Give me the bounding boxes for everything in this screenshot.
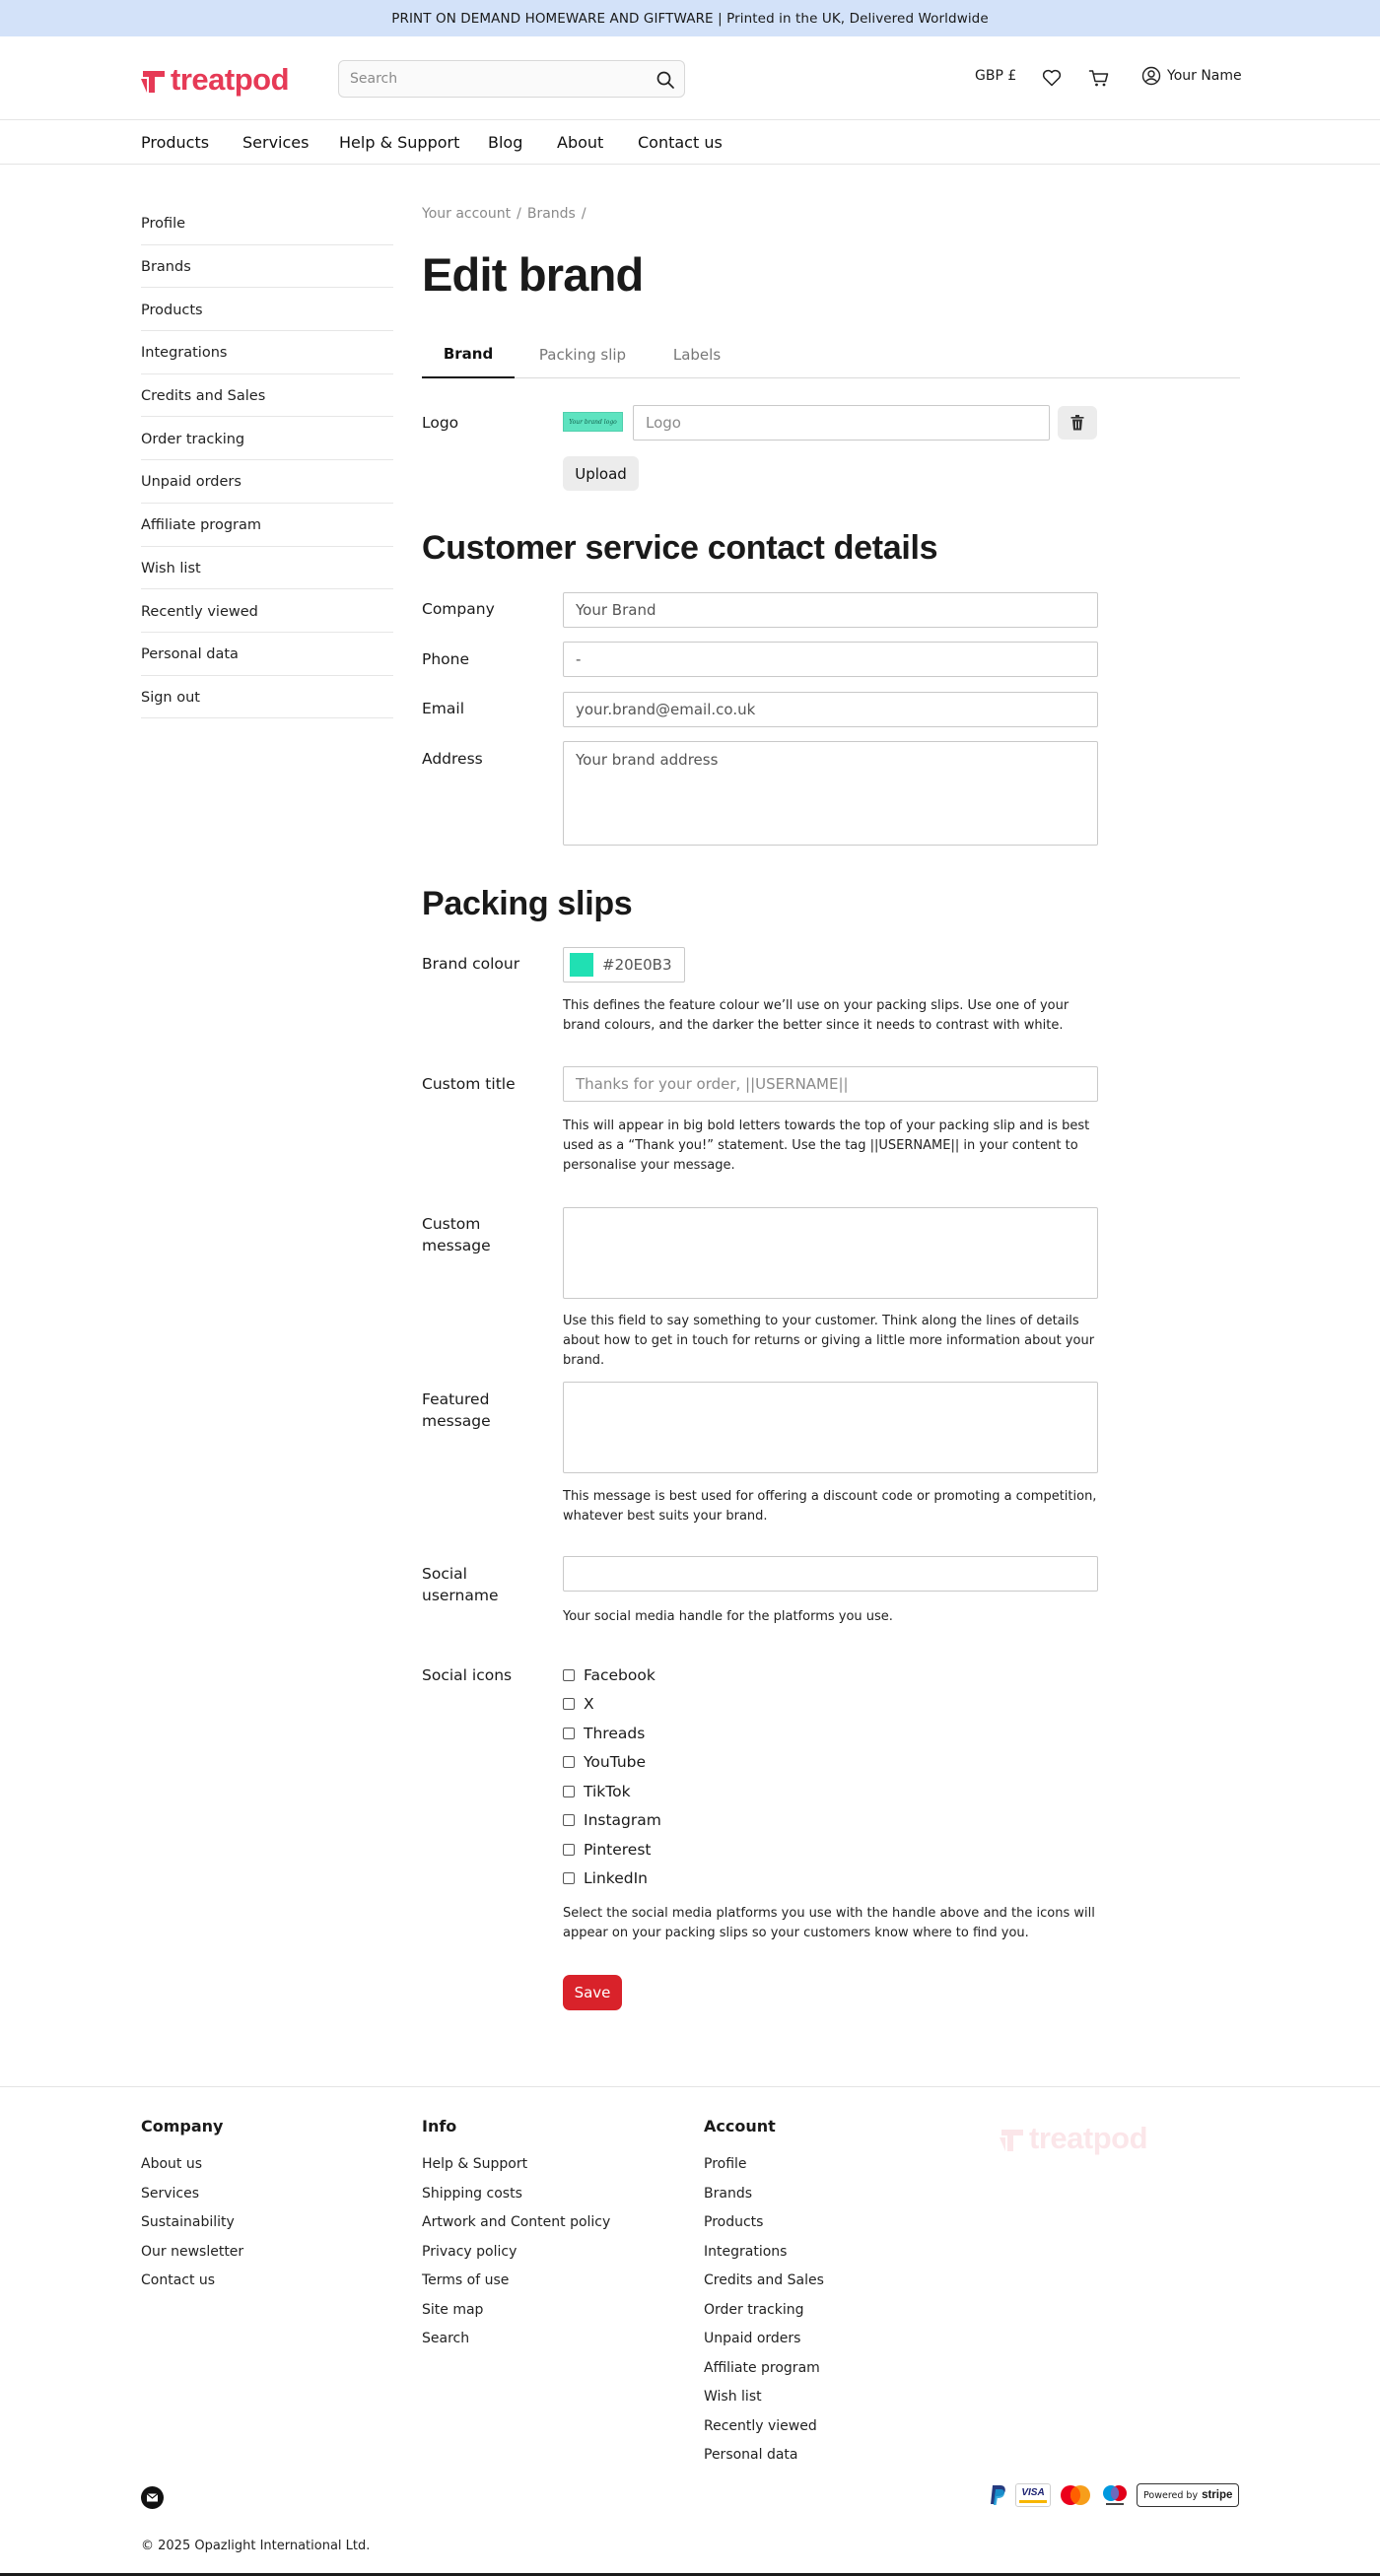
logo-wordmark: treatpod <box>171 62 289 97</box>
announcement-bar <box>0 0 1380 36</box>
visa-icon <box>1015 2483 1051 2507</box>
main-nav <box>0 120 1380 165</box>
search-box[interactable] <box>338 60 685 98</box>
delete-logo-button[interactable] <box>1058 406 1097 440</box>
nav-services[interactable]: Services <box>242 133 310 152</box>
trash-icon <box>1070 415 1084 431</box>
social-icons-label: Social icons <box>422 1666 513 1684</box>
breadcrumb-your-account[interactable]: Your account <box>422 206 512 222</box>
packing-heading: Packing slips <box>422 885 633 922</box>
tab-packing-slip[interactable]: Packing slip <box>538 345 627 364</box>
breadcrumb-brands[interactable]: Brands <box>526 206 576 222</box>
footer-info-heading: Info <box>422 2117 457 2135</box>
account-name: Your Name <box>1167 68 1242 84</box>
email-label: Email <box>422 700 465 717</box>
logo-label: Logo <box>422 414 459 432</box>
social-icons-help: Select the social media platforms you use with the handle above and the icons will appear on your packing slips so your customers know where to find you. <box>563 1906 1095 1940</box>
breadcrumb-separator: / <box>517 206 521 222</box>
footer-link[interactable]: Profile <box>704 2156 747 2172</box>
featured-message-label-line1: Featured <box>422 1390 490 1408</box>
sidebar-item-recently-viewed[interactable]: Recently viewed <box>141 589 393 633</box>
company-input[interactable]: Your Brand <box>563 592 1098 628</box>
sidebar-item-wish-list[interactable]: Wish list <box>141 547 393 590</box>
tiktok-label: TikTok <box>584 1782 631 1800</box>
footer-company-heading: Company <box>141 2117 224 2135</box>
brand-colour-picker[interactable] <box>563 947 685 983</box>
payment-methods <box>989 2483 1239 2507</box>
account-menu[interactable] <box>1141 66 1242 86</box>
logo-thumbnail-text: Your brand logo <box>569 418 617 426</box>
brand-colour-label: Brand colour <box>422 955 520 973</box>
contact-heading: Customer service contact details <box>422 529 938 567</box>
announcement-text: PRINT ON DEMAND HOMEWARE AND GIFTWARE | Printed in the UK, Delivered Worldwide <box>391 10 989 27</box>
featured-message-textarea[interactable] <box>563 1382 1098 1473</box>
footer-link[interactable]: Wish list <box>704 2389 762 2405</box>
footer-link[interactable]: Search <box>422 2331 470 2346</box>
footer-link[interactable]: Privacy policy <box>422 2243 518 2260</box>
custom-message-textarea[interactable] <box>563 1207 1098 1299</box>
stripe-brand: stripe <box>1202 2489 1233 2501</box>
user-icon <box>1141 66 1161 86</box>
footer-link[interactable]: Sustainability <box>141 2214 235 2230</box>
sidebar-item-personal-data[interactable]: Personal data <box>141 633 393 676</box>
pinterest-label: Pinterest <box>584 1840 652 1859</box>
linkedin-label: LinkedIn <box>584 1869 648 1888</box>
address-textarea[interactable]: Your brand address <box>563 741 1098 846</box>
footer-link[interactable]: Contact us <box>141 2272 216 2288</box>
sidebar-item-products[interactable]: Products <box>141 288 393 331</box>
site-header <box>0 36 1380 120</box>
footer-link[interactable]: Products <box>704 2214 764 2230</box>
logo-input[interactable]: Logo <box>633 405 1050 441</box>
upload-button[interactable]: Upload <box>563 456 639 491</box>
breadcrumb <box>422 202 1240 226</box>
footer-link[interactable]: Affiliate program <box>704 2359 820 2376</box>
tab-labels[interactable]: Labels <box>672 345 722 364</box>
edit-brand-content <box>422 202 1240 2001</box>
brand-tabs <box>422 330 1240 378</box>
social-option-tiktok[interactable] <box>563 1777 661 1806</box>
social-username-help: Your social media handle for the platforms you use. <box>563 1609 893 1624</box>
save-button[interactable]: Save <box>563 1975 622 2010</box>
footer-link[interactable]: Order tracking <box>704 2301 804 2318</box>
custom-message-label <box>422 1213 491 1256</box>
social-option-x[interactable] <box>563 1690 661 1720</box>
footer-company-column <box>141 2117 243 2296</box>
maestro-icon <box>1100 2483 1130 2507</box>
footer-link[interactable]: Shipping costs <box>422 2185 522 2202</box>
footer-link[interactable]: Integrations <box>704 2243 788 2260</box>
phone-input[interactable]: - <box>563 642 1098 677</box>
footer-link[interactable]: Our newsletter <box>141 2243 244 2260</box>
social-option-youtube[interactable] <box>563 1748 661 1778</box>
footer-link[interactable]: Services <box>141 2185 200 2202</box>
sidebar-item-sign-out[interactable]: Sign out <box>141 676 393 719</box>
x-checkbox[interactable] <box>563 1698 575 1710</box>
visa-text: VISA <box>1021 2486 1045 2498</box>
footer-account-column <box>704 2117 824 2471</box>
search-input[interactable] <box>339 61 684 97</box>
social-option-linkedin[interactable] <box>563 1864 661 1894</box>
nav-help-support[interactable]: Help & Support <box>339 133 460 152</box>
sidebar-item-order-tracking[interactable]: Order tracking <box>141 417 393 460</box>
currency-selector[interactable]: GBP £ <box>975 68 1017 84</box>
footer-account-heading: Account <box>704 2117 776 2135</box>
social-username-label-line2: username <box>422 1587 499 1604</box>
search-icon[interactable] <box>656 70 675 90</box>
custom-title-input[interactable]: Thanks for your order, ||USERNAME|| <box>563 1066 1098 1102</box>
cart-icon[interactable] <box>1088 67 1110 89</box>
address-label: Address <box>422 750 483 768</box>
tab-brand[interactable]: Brand <box>422 330 515 378</box>
copyright-text: © 2025 Opazlight International Ltd. <box>141 2539 371 2553</box>
footer-link[interactable]: Artwork and Content policy <box>422 2214 611 2230</box>
nav-about[interactable]: About <box>557 133 604 152</box>
footer-link[interactable]: Unpaid orders <box>704 2331 801 2346</box>
footer-link[interactable]: Site map <box>422 2301 484 2318</box>
featured-message-label-line2: message <box>422 1412 491 1430</box>
social-username-label <box>422 1563 499 1606</box>
youtube-label: YouTube <box>584 1753 647 1772</box>
footer-link[interactable]: Personal data <box>704 2447 798 2463</box>
footer-watermark-text: treatpod <box>1029 2121 1147 2155</box>
site-footer <box>0 2086 1380 2576</box>
social-option-instagram[interactable] <box>563 1806 661 1836</box>
facebook-checkbox[interactable] <box>563 1669 575 1681</box>
logo-mark-icon <box>141 66 167 94</box>
footer-link[interactable]: Terms of use <box>422 2272 510 2288</box>
custom-message-label-line2: message <box>422 1237 491 1254</box>
logo-thumbnail <box>563 412 623 432</box>
brand-colour-value: #20E0B3 <box>602 956 672 974</box>
powered-by-stripe-badge <box>1137 2483 1239 2507</box>
nav-contact-us[interactable]: Contact us <box>638 133 723 152</box>
instagram-checkbox[interactable] <box>563 1814 575 1826</box>
facebook-label: Facebook <box>584 1665 656 1684</box>
social-option-threads[interactable] <box>563 1719 661 1748</box>
footer-link[interactable]: Help & Support <box>422 2156 528 2172</box>
brand-colour-help: This defines the feature colour we’ll use on your packing slips. Use one of your brand colours, and the darker the better since it needs to contrast with white. <box>563 998 1070 1033</box>
breadcrumb-separator: / <box>581 206 586 222</box>
stripe-prefix: Powered by <box>1143 2489 1199 2501</box>
social-option-facebook[interactable] <box>563 1661 661 1690</box>
threads-label: Threads <box>584 1724 646 1742</box>
linkedin-checkbox[interactable] <box>563 1872 575 1884</box>
custom-message-label-line1: Custom <box>422 1215 481 1233</box>
social-option-pinterest[interactable] <box>563 1835 661 1864</box>
company-label: Company <box>422 600 495 618</box>
custom-title-help: This will appear in big bold letters towards the top of your packing slip and is best used as a “Thank you!” statement. Use the tag ||USERNAME|| in your content to personalise your message. <box>563 1119 1090 1173</box>
sidebar-item-integrations[interactable]: Integrations <box>141 331 393 374</box>
instagram-label: Instagram <box>584 1811 661 1830</box>
tiktok-checkbox[interactable] <box>563 1786 575 1797</box>
x-label: X <box>584 1695 594 1714</box>
email-input[interactable]: your.brand@email.co.uk <box>563 692 1098 727</box>
nav-blog[interactable]: Blog <box>488 133 523 152</box>
featured-message-label <box>422 1389 491 1432</box>
youtube-checkbox[interactable] <box>563 1756 575 1768</box>
sidebar-item-credits-sales[interactable]: Credits and Sales <box>141 374 393 418</box>
footer-info-column <box>422 2117 610 2354</box>
pinterest-checkbox[interactable] <box>563 1844 575 1856</box>
sidebar-item-profile[interactable]: Profile <box>141 202 393 245</box>
paypal-icon <box>989 2483 1008 2507</box>
social-username-label-line1: Social <box>422 1565 467 1583</box>
newsletter-mail-icon[interactable] <box>141 2486 164 2509</box>
account-sidebar <box>141 202 393 718</box>
page-title: Edit brand <box>422 248 644 301</box>
nav-products[interactable]: Products <box>141 133 210 152</box>
footer-link[interactable]: About us <box>141 2156 203 2172</box>
social-username-input[interactable] <box>563 1556 1098 1592</box>
sidebar-item-affiliate[interactable]: Affiliate program <box>141 504 393 547</box>
custom-title-label: Custom title <box>422 1075 516 1093</box>
social-icons-list <box>563 1661 661 1893</box>
footer-link[interactable]: Brands <box>704 2185 752 2202</box>
brand-colour-swatch <box>570 953 593 977</box>
footer-link[interactable]: Credits and Sales <box>704 2272 824 2288</box>
sidebar-item-brands[interactable]: Brands <box>141 245 393 289</box>
custom-message-help: Use this field to say something to your customer. Think along the lines of details about how to get in touch for returns or giving a little more information about your brand. <box>563 1314 1095 1368</box>
mastercard-icon <box>1058 2483 1093 2507</box>
footer-logo-watermark <box>1000 2121 1147 2156</box>
logo-mark-icon <box>1000 2125 1025 2152</box>
threads-checkbox[interactable] <box>563 1728 575 1739</box>
sidebar-item-unpaid-orders[interactable]: Unpaid orders <box>141 460 393 504</box>
featured-message-help: This message is best used for offering a discount code or promoting a competition, whatever best suits your brand. <box>563 1489 1097 1524</box>
footer-link[interactable]: Recently viewed <box>704 2417 817 2434</box>
phone-label: Phone <box>422 650 470 668</box>
wishlist-heart-icon[interactable] <box>1041 67 1063 89</box>
site-logo[interactable] <box>141 64 289 95</box>
